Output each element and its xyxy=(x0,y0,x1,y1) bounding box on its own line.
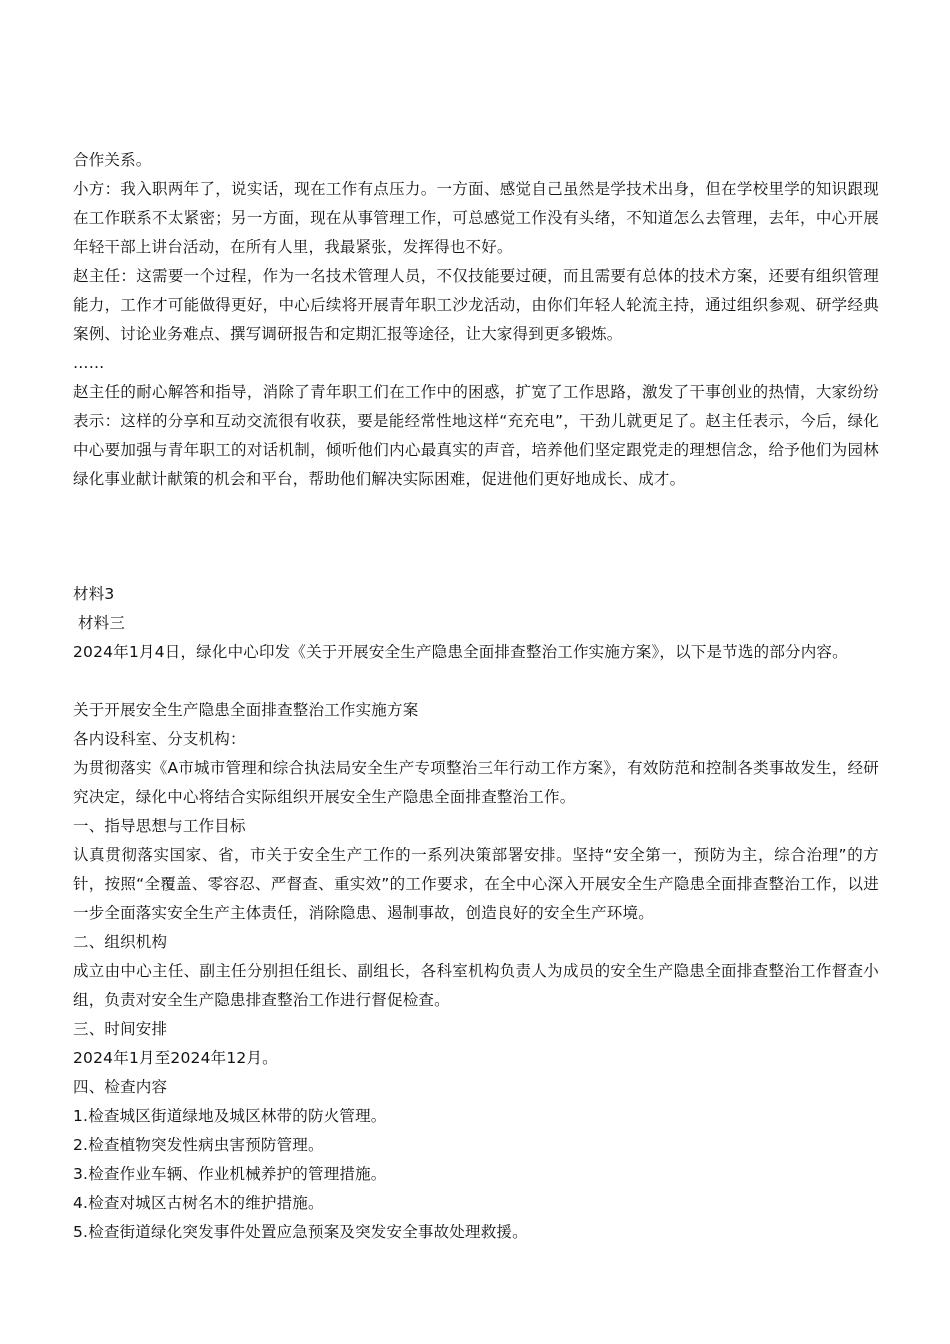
paragraph-intro: 2024年1月4日，绿化中心印发《关于开展安全生产隐患全面排查整治工作实施方案》，以下是节选的部分内容。 xyxy=(73,643,848,661)
heading-1: 一、指导思想与工作目标 xyxy=(73,817,246,835)
heading-3: 三、时间安排 xyxy=(73,1020,168,1038)
list-item: 5.检查街道绿化突发事件处置应急预案及突发安全事故处理救援。 xyxy=(73,1223,528,1241)
heading-4: 四、检查内容 xyxy=(73,1078,168,1096)
material-label: 材料3 xyxy=(73,585,115,603)
paragraph-xiaofang: 小方：我入职两年了，说实话，现在工作有点压力。一方面、感觉自己虽然是学技术出身，但在学校里学的知识跟现在工作联系不太紧密；另一方面，现在从事管理工作，可总感觉工作没有头绪，不知道怎么去管理，去年，中心开展年轻干部上讲台活动，在所有人里，我最紧张，发挥得也不好。 xyxy=(73,180,879,256)
paragraph-summary: 赵主任的耐心解答和指导，消除了青年职工们在工作中的困惑，扩宽了工作思路，激发了干事创业的热情，大家纷纷表示：这样的分享和互动交流很有收获，要是能经常性地这样“充充电”，干劲儿就更足了。赵主任表示，今后，绿化中心要加强与青年职工的对话机制，倾听他们内心最真实的声音，培养他们坚定跟党走的理想信念，给予他们为园林绿化事业献计献策的机会和平台，帮助他们解决实际困难，促进他们更好地成长、成才。 xyxy=(73,383,879,488)
list-item: 1.检查城区街道绿地及城区林带的防火管理。 xyxy=(73,1107,387,1125)
list-item: 2.检查植物突发性病虫害预防管理。 xyxy=(73,1136,324,1154)
material-title: 材料三 xyxy=(78,614,126,632)
paragraph-1: 认真贯彻落实国家、省，市关于安全生产工作的一系列决策部署安排。坚持“安全第一，预防为主，综合治理”的方针，按照“全覆盖、零容忍、严督查、重实效”的工作要求，在全中心深入开展安全生产隐患全面排查整治工作，以进一步全面落实安全生产主体责任，消除隐患、遏制事故，创造良好的安全生产环境。 xyxy=(73,846,879,922)
list-item: 3.检查作业车辆、作业机械养护的管理措施。 xyxy=(73,1165,387,1183)
heading-2: 二、组织机构 xyxy=(73,933,168,951)
paragraph-3: 2024年1月至2024年12月。 xyxy=(73,1049,278,1067)
paragraph-preamble: 为贯彻落实《A市城市管理和综合执法局安全生产专项整治三年行动工作方案》，有效防范和控制各类事故发生，经研究决定，绿化中心将结合实际组织开展安全生产隐患全面排查整治工作。 xyxy=(73,759,879,806)
list-item: 4.检查对城区古树名木的维护措施。 xyxy=(73,1194,324,1212)
paragraph-continuation: 合作关系。 xyxy=(73,151,152,169)
ellipsis: …… xyxy=(73,354,105,372)
paragraph-zhao: 赵主任：这需要一个过程，作为一名技术管理人员，不仅技能要过硬，而且需要有总体的技术方案，还要有组织管理能力，工作才可能做得更好，中心后续将开展青年职工沙龙活动，由你们年轻人轮流主持，通过组织参观、研学经典案例、讨论业务难点、撰写调研报告和定期汇报等途径，让大家得到更多锻炼。 xyxy=(73,267,879,343)
document-title: 关于开展安全生产隐患全面排查整治工作实施方案 xyxy=(73,701,419,719)
paragraph-2: 成立由中心主任、副主任分别担任组长、副组长，各科室机构负责人为成员的安全生产隐患全面排查整治工作督查小组，负责对安全生产隐患排查整治工作进行督促检查。 xyxy=(73,962,879,1009)
addressee: 各内设科室、分支机构： xyxy=(73,730,246,748)
